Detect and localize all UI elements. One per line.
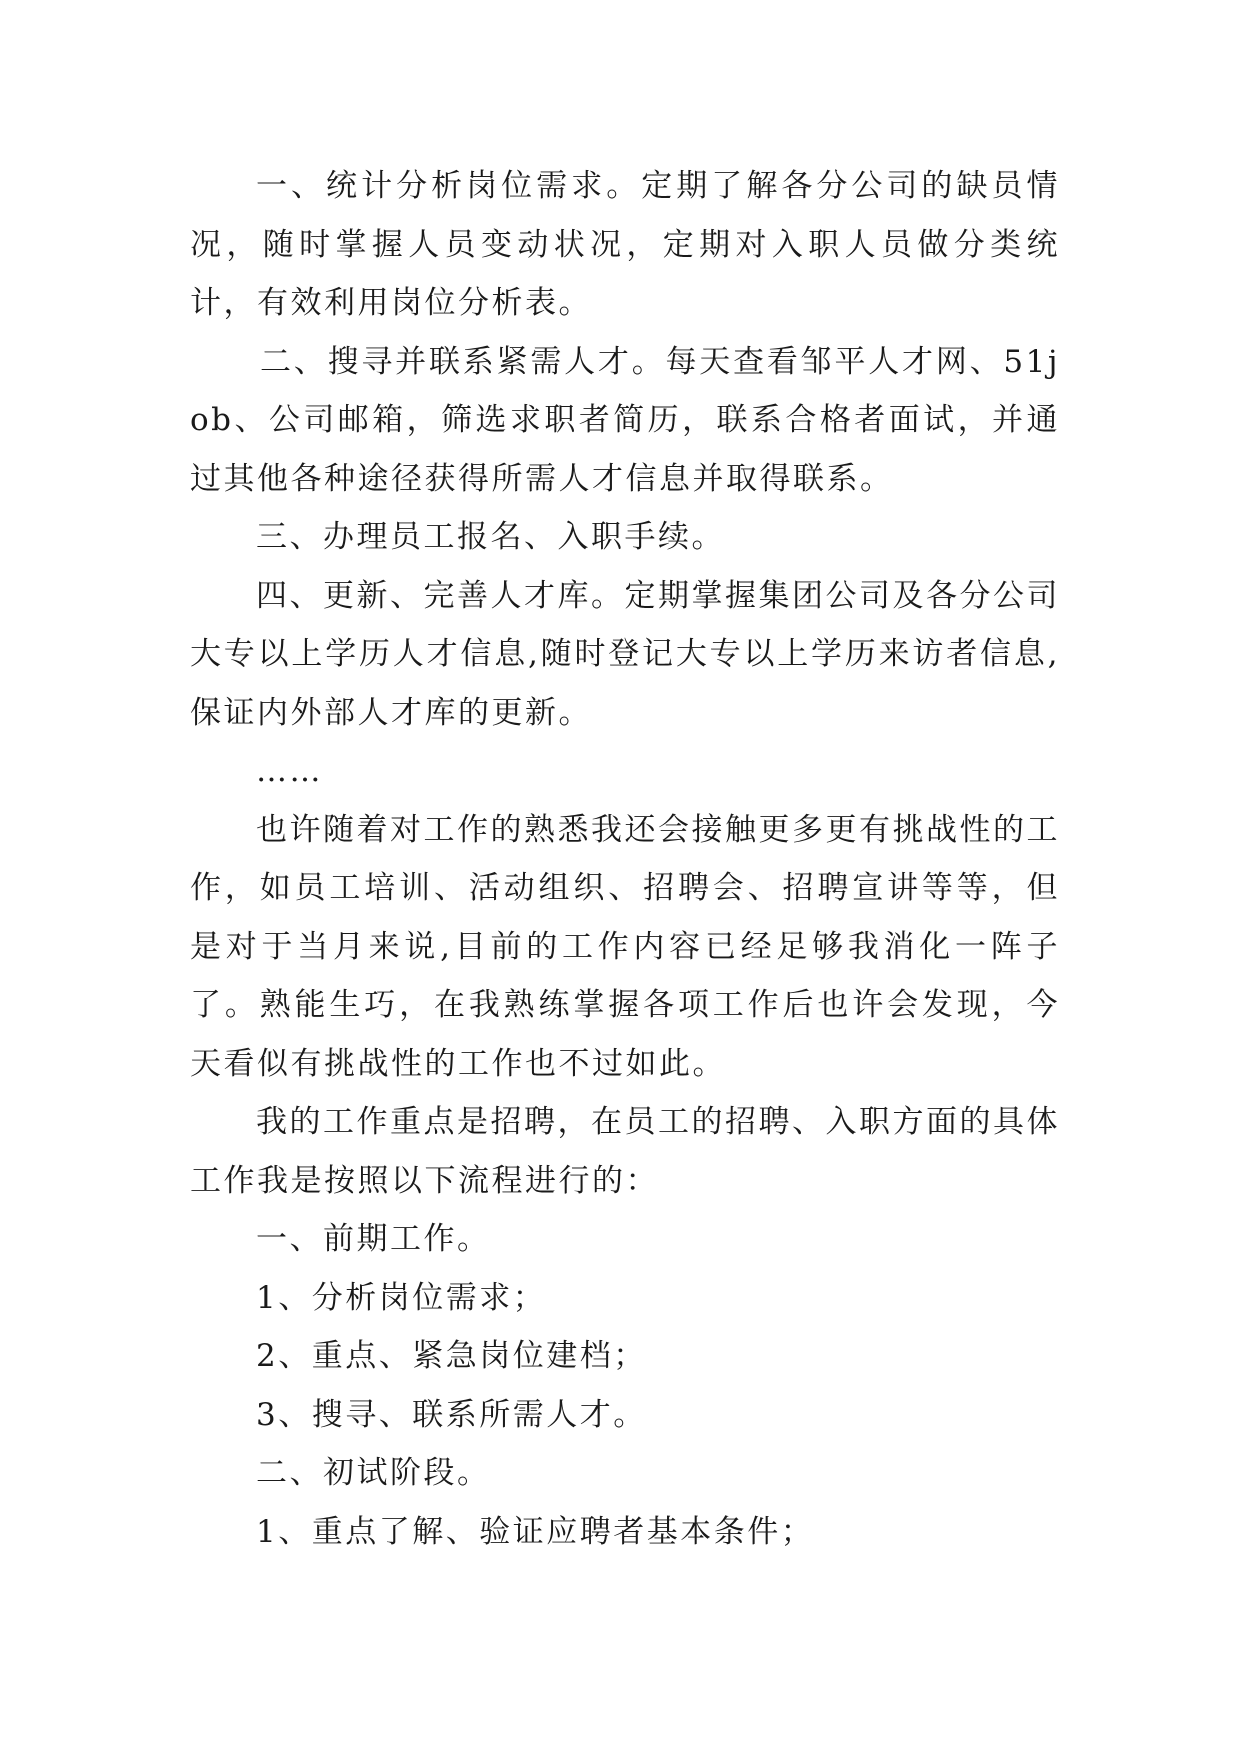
paragraph-future-work: 也许随着对工作的熟悉我还会接触更多更有挑战性的工作，如员工培训、活动组织、招聘会、招聘宣讲等等，但是对于当月来说,目前的工作内容已经足够我消化一阵子了。熟能生巧，在我熟练掌握各项工作后也许会发现，今天看似有挑战性的工作也不过如此。 — [190, 811, 1060, 1082]
paragraph-search-talent: 二、搜寻并联系紧需人才。每天查看邹平人才网、51job、公司邮箱，筛选求职者简历，联系合格者面试，并通过其他各种途径获得所需人才信息并取得联系。 — [190, 343, 1060, 497]
document-body — [190, 157, 1060, 1561]
heading-preliminary-work: 一、前期工作。 — [256, 1221, 491, 1257]
paragraph-stats-analysis: 一、统计分析岗位需求。定期了解各分公司的缺员情况，随时掌握人员变动状况，定期对入职人员做分类统计，有效利用岗位分析表。 — [190, 168, 1060, 321]
list-item-verify-conditions: 1、重点了解、验证应聘者基本条件； — [256, 1513, 815, 1550]
list-item-analyze-demand: 1、分析岗位需求； — [256, 1279, 547, 1316]
paragraph-ellipsis: …… — [256, 753, 323, 789]
paragraph-talent-database: 四、更新、完善人才库。定期掌握集团公司及各分公司大专以上学历人才信息,随时登记大专以上学历来访者信息,保证内外部人才库的更新。 — [190, 577, 1060, 731]
paragraph-onboarding: 三、办理员工报名、入职手续。 — [256, 519, 725, 555]
heading-initial-interview: 二、初试阶段。 — [256, 1455, 491, 1491]
paragraph-recruitment-focus: 我的工作重点是招聘，在员工的招聘、入职方面的具体工作我是按照以下流程进行的： — [190, 1104, 1060, 1199]
list-item-key-positions: 2、重点、紧急岗位建档； — [256, 1338, 647, 1374]
list-item-search-contact: 3、搜寻、联系所需人才。 — [256, 1396, 647, 1433]
